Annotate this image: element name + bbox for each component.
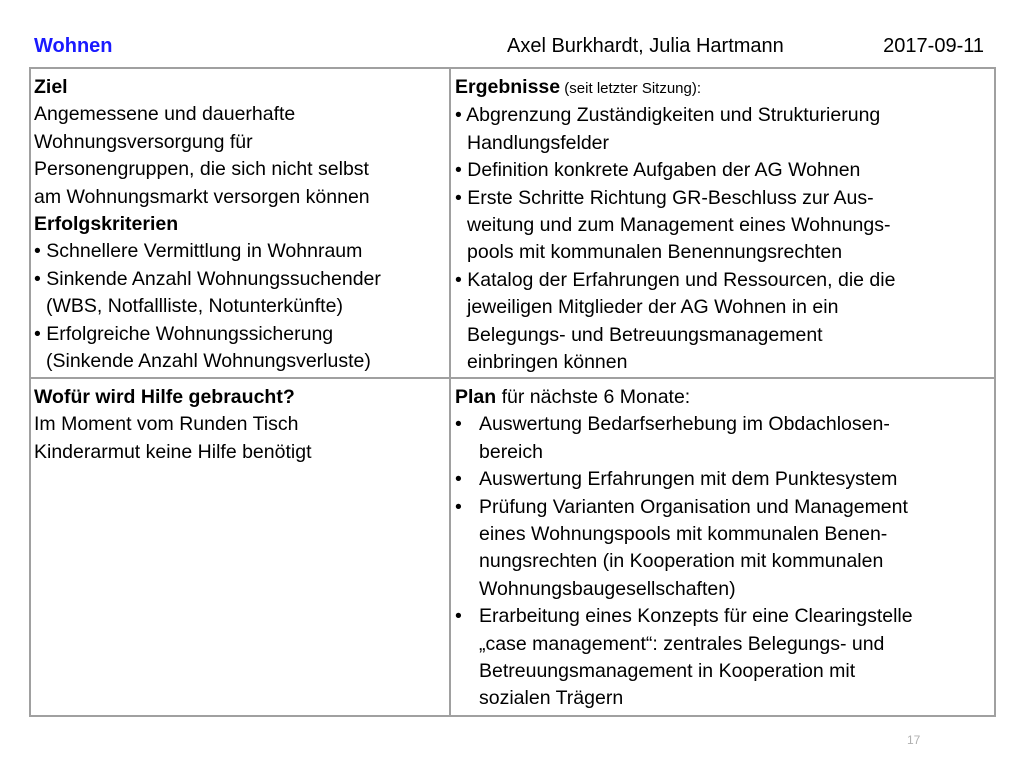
ergebnisse-item-continuation: Belegungs- und Betreuungsmanagement [467, 323, 823, 346]
bullet: • [455, 468, 462, 491]
bullet: • [455, 605, 462, 628]
plan-item [455, 494, 991, 604]
plan-item [455, 603, 991, 713]
cell-plan [455, 384, 991, 713]
plan-item-line: nungsrechten (in Kooperation mit kommunalen [479, 550, 884, 573]
ergebnisse-item: • Erste Schritte Richtung GR-Beschluss zur Aus- [455, 186, 874, 209]
plan-item-line: „case management“: zentrales Belegungs- und [479, 632, 885, 655]
ergebnisse-item-continuation: pools mit kommunalen Benennungsrechten [467, 241, 843, 264]
column-divider [449, 69, 451, 715]
ergebnisse-item: • Abgrenzung Zuständigkeiten und Strukturierung [455, 104, 881, 127]
plan-item-line: eines Wohnungspools mit kommunalen Benen- [479, 523, 888, 546]
kriterien-item: • Sinkende Anzahl Wohnungssuchender [34, 267, 381, 290]
bullet: • [455, 495, 462, 518]
ergebnisse-item-continuation: weitung und zum Management eines Wohnungs- [467, 214, 891, 237]
plan-item-line: Erarbeitung eines Konzepts für eine Clearingstelle [479, 605, 913, 628]
cell-ergebnisse [455, 74, 991, 376]
ergebnisse-item-continuation: jeweiligen Mitglieder der AG Wohnen in ein [467, 296, 839, 319]
ziel-heading: Ziel [34, 76, 68, 98]
kriterien-item: • Erfolgreiche Wohnungssicherung [34, 322, 334, 345]
plan-heading: Plan [455, 386, 497, 408]
row-divider [31, 377, 994, 379]
cell-ziel [34, 74, 446, 375]
slide-title: Wohnen [34, 35, 113, 57]
plan-item [455, 411, 991, 466]
page-number: 17 [907, 733, 921, 747]
ergebnisse-item: • Definition konkrete Aufgaben der AG Wohnen [455, 159, 861, 182]
plan-item-line: Prüfung Varianten Organisation und Management [479, 495, 908, 518]
ziel-line: Angemessene und dauerhafte [34, 103, 296, 126]
hilfe-heading: Wofür wird Hilfe gebraucht? [34, 386, 295, 408]
plan-item-line: Auswertung Bedarfserhebung im Obdachlosen- [479, 413, 890, 436]
plan-item-line: sozialen Trägern [479, 687, 624, 710]
plan-item [455, 466, 991, 493]
plan-heading-line [455, 384, 991, 411]
plan-item-line: Wohnungsbaugesellschaften) [479, 577, 736, 600]
ergebnisse-subheading: (seit letzter Sitzung): [560, 80, 702, 97]
ziel-line: am Wohnungsmarkt versorgen können [34, 185, 370, 208]
content-table [29, 67, 996, 717]
plan-subheading: für nächste 6 Monate: [496, 386, 691, 408]
cell-hilfe [34, 384, 446, 466]
plan-item-line: Auswertung Erfahrungen mit dem Punktesystem [479, 468, 898, 491]
ziel-line: Wohnungsversorgung für [34, 130, 253, 153]
ergebnisse-item-continuation: Handlungsfelder [467, 131, 610, 154]
ergebnisse-item-continuation: einbringen können [467, 351, 628, 374]
plan-item-line: bereich [479, 440, 543, 463]
bullet: • [455, 413, 462, 436]
ergebnisse-heading-line [455, 74, 991, 102]
date: 2017-09-11 [883, 35, 984, 57]
ziel-line: Personengruppen, die sich nicht selbst [34, 158, 369, 181]
kriterien-heading: Erfolgskriterien [34, 213, 179, 236]
ergebnisse-item: • Katalog der Erfahrungen und Ressourcen, die die [455, 268, 896, 291]
ergebnisse-heading: Ergebnisse [455, 76, 561, 98]
hilfe-line: Kinderarmut keine Hilfe benötigt [34, 440, 312, 463]
kriterien-item-continuation: (Sinkende Anzahl Wohnungsverluste) [46, 350, 371, 373]
hilfe-line: Im Moment vom Runden Tisch [34, 413, 299, 436]
slide-header [30, 35, 994, 65]
authors: Axel Burkhardt, Julia Hartmann [507, 35, 784, 57]
kriterien-item-continuation: (WBS, Notfallliste, Notunterkünfte) [46, 295, 343, 318]
plan-item-line: Betreuungsmanagement in Kooperation mit [479, 660, 856, 683]
kriterien-item: • Schnellere Vermittlung in Wohnraum [34, 240, 363, 263]
